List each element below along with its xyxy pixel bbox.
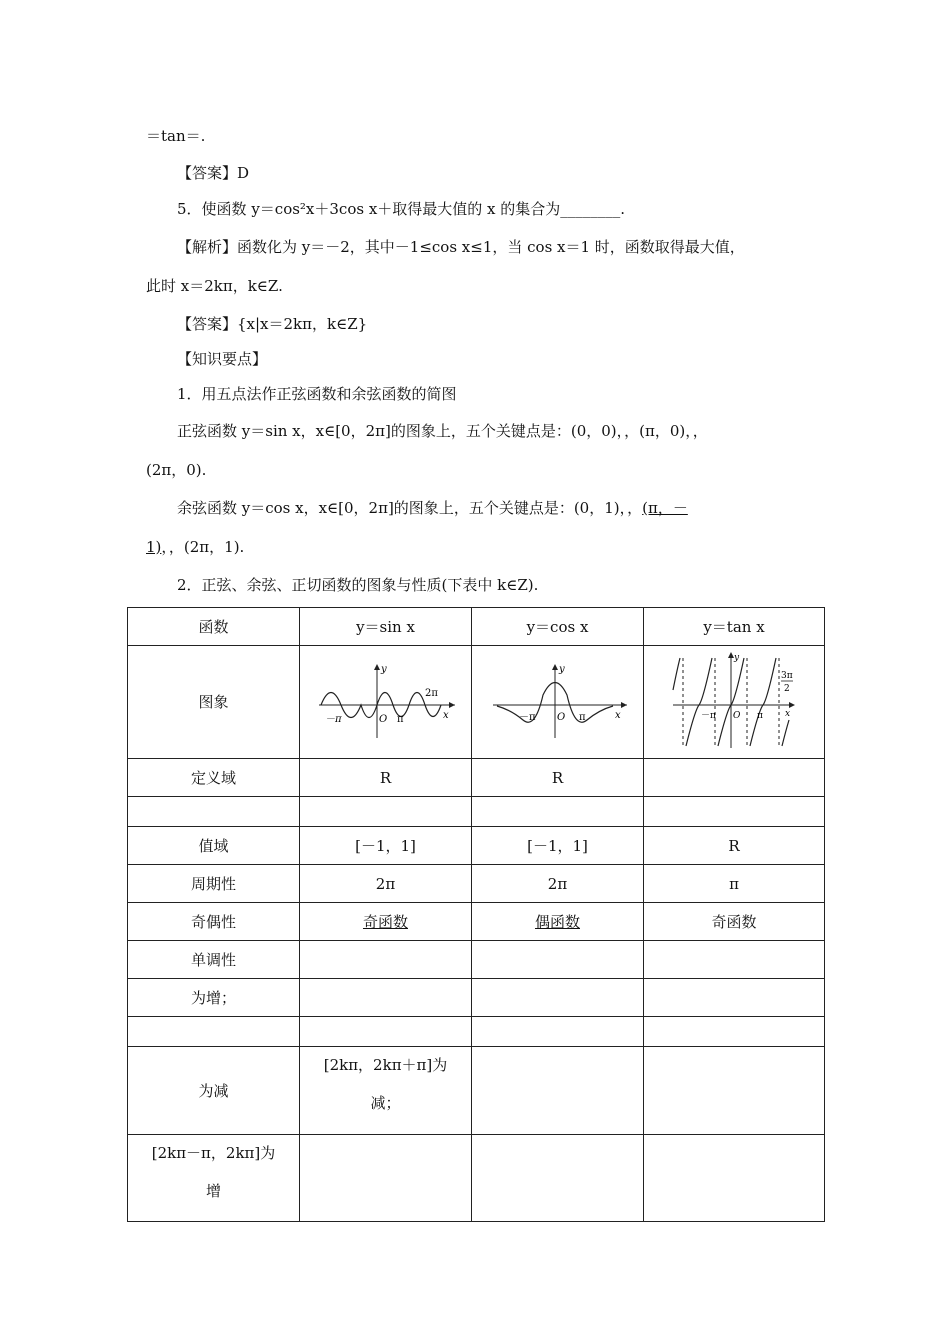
row-label: 定义域 <box>128 759 300 797</box>
cosine-keypoints-tail: ，，(2π，1). <box>161 538 245 556</box>
tick-label: π <box>757 710 763 721</box>
question-text: y＝cos²x＋3cos x＋取得最大值的 x 的集合为________. <box>251 200 626 218</box>
table-cell <box>300 979 472 1017</box>
table-cell <box>300 1135 472 1222</box>
table-row <box>128 608 825 646</box>
cell-text: 减； <box>370 1094 401 1112</box>
cosine-keypoint-underlined: (π，－ <box>642 499 688 517</box>
question-5 <box>177 199 625 219</box>
cosine-graph <box>483 660 633 740</box>
table-cell <box>644 1017 825 1047</box>
row-label: 单调性 <box>128 941 300 979</box>
table-row <box>128 759 825 797</box>
answer-line: 【答案】D <box>177 164 250 182</box>
table-cell: [－1，1] <box>300 827 472 865</box>
table-cell: R <box>300 759 472 797</box>
table-row <box>128 941 825 979</box>
cell-text: [2kπ，2kπ＋π]为 <box>323 1056 448 1074</box>
table-row <box>128 979 825 1017</box>
table-cell <box>128 1017 300 1047</box>
cosine-keypoints-text: 余弦函数 y＝cos x，x∈[0，2π]的图象上，五个关键点是：(0，1)，， <box>177 499 643 517</box>
table-cell <box>472 1135 644 1222</box>
table-cell <box>644 979 825 1017</box>
header-cell: y＝tan x <box>644 608 825 646</box>
text-line: ＝tan＝. <box>146 127 206 145</box>
tick-label: －π <box>324 713 342 725</box>
origin-label: O <box>378 713 387 725</box>
sine-keypoints: 正弦函数 y＝sin x，x∈[0，2π]的图象上，五个关键点是：(0，0)，，(π，0)，， <box>177 422 708 440</box>
tick-label: π <box>396 713 404 725</box>
table-cell <box>472 941 644 979</box>
table-cell: R <box>472 759 644 797</box>
sine-graph-cell <box>300 646 472 759</box>
header-cell: y＝sin x <box>300 608 472 646</box>
tick-label: 3π <box>781 670 793 681</box>
table-cell <box>300 941 472 979</box>
table-cell <box>644 797 825 827</box>
cosine-keypoints <box>177 498 688 518</box>
sine-graph <box>311 660 461 740</box>
section-heading: 【知识要点】 <box>177 350 268 368</box>
table-cell: 偶函数 <box>472 903 644 941</box>
table-cell <box>644 1047 825 1135</box>
question-number: 5．使函数 <box>177 200 252 218</box>
cosine-keypoints-cont <box>146 537 244 557</box>
axis-label: y <box>380 663 387 675</box>
origin-label: O <box>556 711 565 723</box>
subheading-1: 1．用五点法作正弦函数和余弦函数的简图 <box>177 385 457 403</box>
table-cell: R <box>644 827 825 865</box>
table-cell <box>644 941 825 979</box>
row-label: 值域 <box>128 827 300 865</box>
axis-label: x <box>785 708 791 719</box>
tick-label: 2π <box>424 687 438 699</box>
table-cell: π <box>644 865 825 903</box>
tangent-graph <box>669 650 799 750</box>
axis-label: y <box>734 652 740 663</box>
cell-text: 增 <box>205 1182 221 1200</box>
axis-label: x <box>442 709 449 721</box>
table-row <box>128 1135 825 1222</box>
cosine-keypoint-underlined-end: 1) <box>146 538 162 556</box>
sine-keypoints-cont: (2π，0). <box>146 461 207 479</box>
analysis-line: 【解析】函数化为 y＝－2，其中－1≤cos x≤1，当 cos x＝1 时，函数取得最大值， <box>177 238 745 256</box>
table-cell <box>300 797 472 827</box>
table-cell <box>472 1047 644 1135</box>
row-label: 周期性 <box>128 865 300 903</box>
row-label: 图象 <box>128 646 300 759</box>
table-cell <box>644 759 825 797</box>
table-cell <box>472 797 644 827</box>
table-row <box>128 1017 825 1047</box>
table-cell <box>128 797 300 827</box>
row-label: 奇偶性 <box>128 903 300 941</box>
header-cell: 函数 <box>128 608 300 646</box>
table-row <box>128 903 825 941</box>
subheading-2: 2．正弦、余弦、正切函数的图象与性质(下表中 k∈Z). <box>177 576 539 594</box>
answer-line: 【答案】{x|x＝2kπ，k∈Z} <box>177 315 368 333</box>
table-cell <box>300 1047 472 1135</box>
table-row <box>128 827 825 865</box>
table-cell <box>472 1017 644 1047</box>
table-row <box>128 1047 825 1135</box>
tick-label: －π <box>701 710 716 721</box>
table-cell: 奇函数 <box>300 903 472 941</box>
axis-label: x <box>614 709 621 721</box>
table-row <box>128 865 825 903</box>
analysis-line-cont: 此时 x＝2kπ，k∈Z. <box>146 277 283 295</box>
row-label <box>128 1135 300 1222</box>
tangent-graph-cell <box>644 646 825 759</box>
row-label: 为增； <box>128 979 300 1017</box>
table-cell: 2π <box>300 865 472 903</box>
table-cell <box>472 979 644 1017</box>
table-row <box>128 646 825 759</box>
table-cell: 2π <box>472 865 644 903</box>
cell-text: [2kπ－π，2kπ]为 <box>151 1144 276 1162</box>
tick-label: π <box>578 711 586 723</box>
axis-label: y <box>558 663 565 675</box>
table-cell: [－1，1] <box>472 827 644 865</box>
table-cell: 奇函数 <box>644 903 825 941</box>
origin-label: O <box>733 710 741 721</box>
cosine-graph-cell <box>472 646 644 759</box>
trig-properties-table <box>127 607 825 1222</box>
row-label: 为减 <box>128 1047 300 1135</box>
table-row <box>128 797 825 827</box>
tick-label: 2 <box>784 683 790 694</box>
table-cell <box>300 1017 472 1047</box>
tick-label: －π <box>518 711 536 723</box>
table-cell <box>644 1135 825 1222</box>
header-cell: y＝cos x <box>472 608 644 646</box>
